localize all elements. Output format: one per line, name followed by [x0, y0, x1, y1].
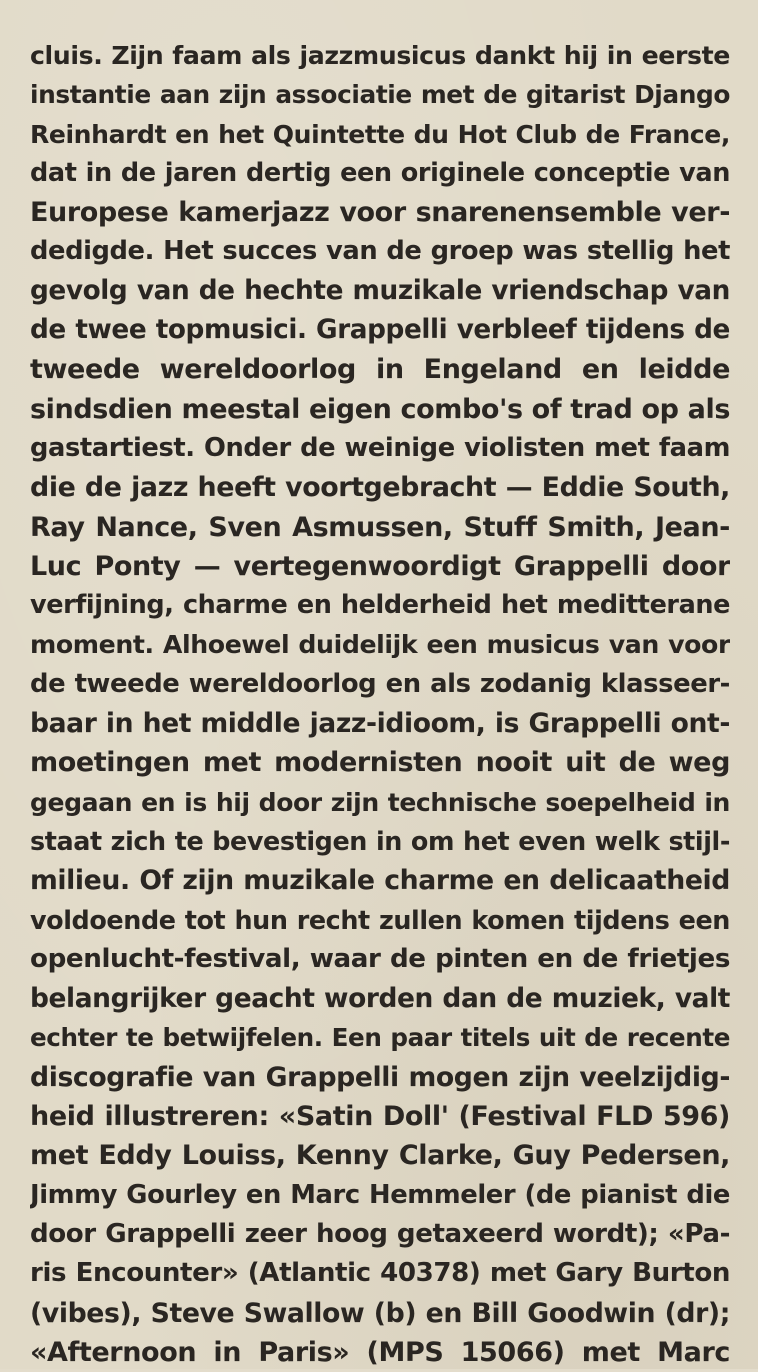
article-line: voldoende tot hun recht zullen komen tijdens een [30, 904, 730, 935]
article-line: verfijning, charme en helderheid het meditterane [30, 590, 730, 621]
article-column [30, 36, 730, 1372]
article-line: de twee topmusici. Grappelli verbleef tijdens de [30, 315, 730, 346]
article-line: dedigde. Het succes van de groep was stellig het [30, 236, 730, 267]
article-line: openlucht-festival, waar de pinten en de frietjes [30, 943, 730, 974]
article-line: belangrijker geacht worden dan de muziek, valt [30, 983, 730, 1015]
article-line: gevolg van de hechte muzikale vriendschap van [30, 275, 730, 306]
article-line: gegaan en is hij door zijn technische soepelheid in [30, 787, 730, 817]
article-line: milieu. Of zijn muzikale charme en delicaatheid [30, 865, 730, 897]
article-line: Jimmy Gourley en Marc Hemmeler (de pianist die [30, 1179, 730, 1210]
article-line: Luc Ponty — vertegenwoordigt Grappelli door [30, 550, 730, 582]
article-line: gastartiest. Onder de weinige violisten met faam [30, 432, 730, 463]
article-line: Reinhardt en het Quintette du Hot Club de France, [30, 119, 730, 149]
article-line: moment. Alhoewel duidelijk een musicus van voor [30, 630, 730, 660]
article-line: Europese kamerjazz voor snarenensemble ver- [30, 197, 730, 229]
article-line: sindsdien meestal eigen combo's of trad op als [30, 393, 730, 425]
article-line: instantie aan zijn associatie met de gitarist Django [30, 80, 730, 110]
article-line: tweede wereldoorlog in Engeland en leidde [30, 354, 730, 386]
article-line: heid illustreren: «Satin Doll' (Festival FLD 596) [30, 1101, 730, 1133]
article-line: met Eddy Louiss, Kenny Clarke, Guy Pedersen, [30, 1140, 730, 1172]
article-line: echter te betwijfelen. Een paar titels uit de recente [30, 1023, 730, 1053]
article-line: (vibes), Steve Swallow (b) en Bill Goodwin (dr); [30, 1297, 730, 1329]
article-line: «Afternoon in Paris» (MPS 15066) met Marc [30, 1336, 730, 1368]
article-line: dat in de jaren dertig een originele conceptie van [30, 157, 730, 188]
article-line: cluis. Zijn faam als jazzmusicus dankt hij in eerste [30, 41, 730, 70]
article-line: baar in het middle jazz-idioom, is Grappelli ont- [30, 708, 730, 740]
article-line: ris Encounter» (Atlantic 40378) met Gary Burton [30, 1258, 730, 1289]
article-line: door Grappelli zeer hoog getaxeerd wordt); «Pa- [30, 1218, 730, 1249]
article-line: de tweede wereldoorlog en als zodanig klasseer- [30, 668, 730, 699]
article-line: staat zich te bevestigen in om het even welk stijl- [30, 825, 730, 856]
article-line: Ray Nance, Sven Asmussen, Stuff Smith, Jean- [30, 511, 730, 543]
article-line: die de jazz heeft voortgebracht — Eddie South, [30, 472, 730, 504]
article-line: moetingen met modernisten nooit uit de weg [30, 747, 730, 779]
article-line: discografie van Grappelli mogen zijn veelzijdig- [30, 1061, 730, 1093]
